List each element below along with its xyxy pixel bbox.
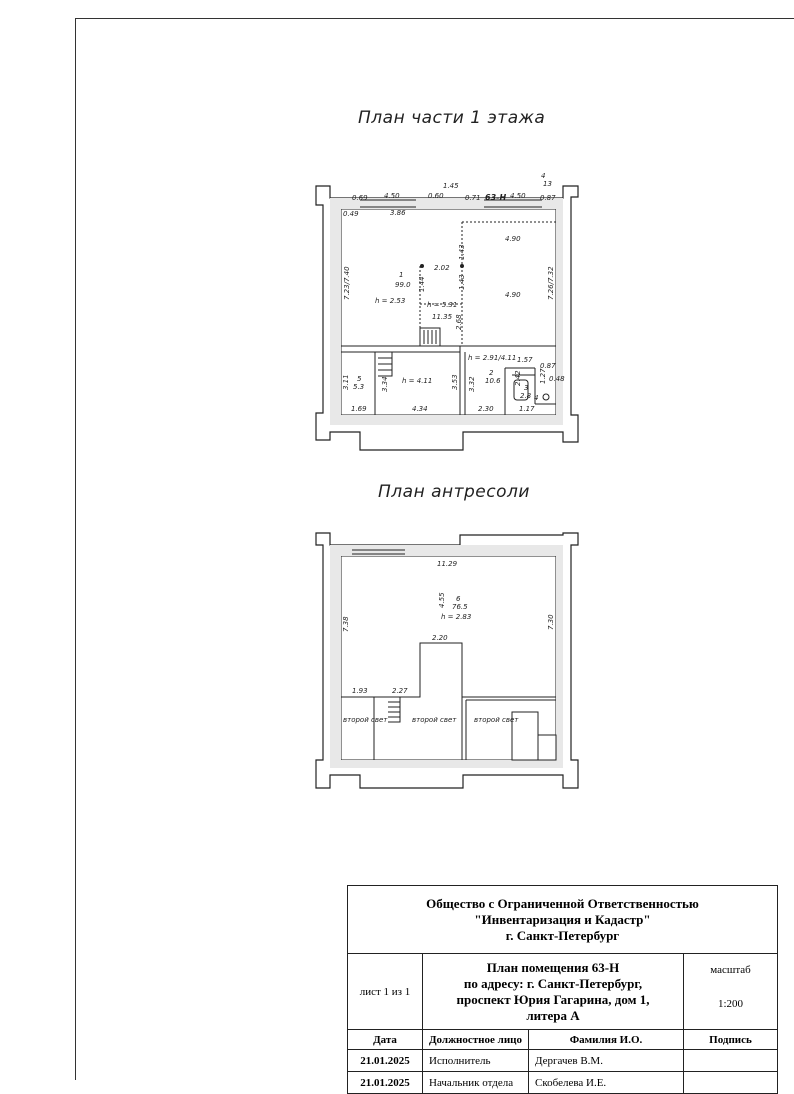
room-4-number: 4 — [534, 394, 539, 402]
svg-text:1.43: 1.43 — [458, 274, 466, 290]
svg-text:3.53: 3.53 — [451, 374, 459, 390]
room-5-number: 5 — [357, 375, 362, 383]
svg-text:0.87: 0.87 — [540, 194, 556, 202]
second-light-label: второй свет — [343, 716, 388, 724]
svg-text:1.45: 1.45 — [443, 182, 459, 190]
room-6-height: h = 2.83 — [441, 613, 472, 621]
dim-label: 0.69 — [352, 194, 368, 202]
svg-text:1.57: 1.57 — [517, 356, 533, 364]
room-6-number: 6 — [456, 595, 461, 603]
svg-text:2.30: 2.30 — [478, 405, 494, 413]
room-1-height: h = 2.53 — [375, 297, 406, 305]
svg-text:3.86: 3.86 — [390, 209, 406, 217]
svg-text:2.02: 2.02 — [434, 264, 450, 272]
svg-text:0.87: 0.87 — [540, 362, 556, 370]
svg-text:h = 4.11: h = 4.11 — [402, 377, 433, 385]
svg-text:4.50: 4.50 — [510, 192, 526, 200]
header-date: Дата — [348, 1030, 423, 1050]
mezzanine-plan-title: План антресоли — [378, 482, 530, 502]
svg-text:2.68: 2.68 — [455, 314, 463, 330]
svg-text:7.23/7.40: 7.23/7.40 — [343, 266, 351, 300]
svg-text:2.27: 2.27 — [392, 687, 408, 695]
first-floor-plan-title: План части 1 этажа — [358, 108, 546, 128]
scale-cell: масштаб 1:200 — [684, 954, 778, 1030]
room-2-area: 10.6 — [485, 377, 501, 385]
svg-text:4: 4 — [541, 172, 546, 180]
header-name: Фамилия И.О. — [529, 1030, 684, 1050]
unit-label: 63-Н — [485, 193, 507, 202]
svg-text:4.50: 4.50 — [384, 192, 400, 200]
svg-text:11.35: 11.35 — [432, 313, 453, 321]
svg-text:4.90: 4.90 — [505, 235, 521, 243]
room-2-number: 2 — [489, 369, 494, 377]
svg-text:h = 2.91/4.11: h = 2.91/4.11 — [468, 354, 517, 362]
svg-text:h = 5.31: h = 5.31 — [427, 301, 458, 309]
svg-text:7.26/7.32: 7.26/7.32 — [547, 266, 555, 300]
svg-text:1.27: 1.27 — [539, 368, 547, 384]
svg-text:1.93: 1.93 — [352, 687, 368, 695]
svg-text:11.29: 11.29 — [437, 560, 458, 568]
svg-text:1.69: 1.69 — [351, 405, 367, 413]
svg-text:0.49: 0.49 — [343, 210, 359, 218]
table-row: 21.01.2025 Начальник отдела Скобелева И.Е. — [348, 1072, 778, 1094]
svg-text:1.17: 1.17 — [519, 405, 535, 413]
title-block — [347, 885, 778, 1089]
svg-text:7.38: 7.38 — [342, 616, 350, 632]
room-3-area: 2.8 — [520, 392, 532, 400]
room-5-area: 5.3 — [353, 383, 365, 391]
organization-cell: Общество с Ограниченной Ответственностью "Инвентаризация и Кадастр" г. Санкт-Петербург — [348, 886, 778, 954]
svg-text:4.90: 4.90 — [505, 291, 521, 299]
header-position: Должностное лицо — [423, 1030, 529, 1050]
room-1-area: 99.0 — [395, 281, 411, 289]
svg-text:0.48: 0.48 — [549, 375, 565, 383]
svg-text:1.44: 1.44 — [418, 276, 426, 292]
room-3-number: 3 — [524, 384, 529, 392]
room-6-area: 76.5 — [452, 603, 468, 611]
svg-text:2.42: 2.42 — [514, 370, 522, 386]
document-description: План помещения 63-Н по адресу: г. Санкт-Петербург, проспект Юрия Гагарина, дом 1, литера А — [423, 954, 684, 1030]
svg-text:4.34: 4.34 — [412, 405, 428, 413]
second-light-label: второй свет — [412, 716, 457, 724]
svg-text:13: 13 — [543, 180, 552, 188]
second-light-label: второй свет — [474, 716, 519, 724]
svg-text:3.32: 3.32 — [468, 376, 476, 392]
mezzanine-plan — [316, 533, 578, 788]
sheet-number: лист 1 из 1 — [348, 954, 423, 1030]
scale-value: 1:200 — [717, 998, 744, 1010]
svg-text:3.11: 3.11 — [342, 374, 350, 390]
room-1-number: 1 — [399, 271, 404, 279]
header-signature: Подпись — [684, 1030, 778, 1050]
svg-text:1.43: 1.43 — [458, 244, 466, 260]
svg-text:0.60: 0.60 — [428, 192, 444, 200]
svg-text:0.71: 0.71 — [465, 194, 481, 202]
svg-text:7.30: 7.30 — [547, 614, 555, 630]
svg-text:4.55: 4.55 — [438, 592, 446, 608]
table-row: 21.01.2025 Исполнитель Дергачев В.М. — [348, 1050, 778, 1072]
svg-text:3.34: 3.34 — [381, 376, 389, 392]
svg-text:2.20: 2.20 — [432, 634, 448, 642]
